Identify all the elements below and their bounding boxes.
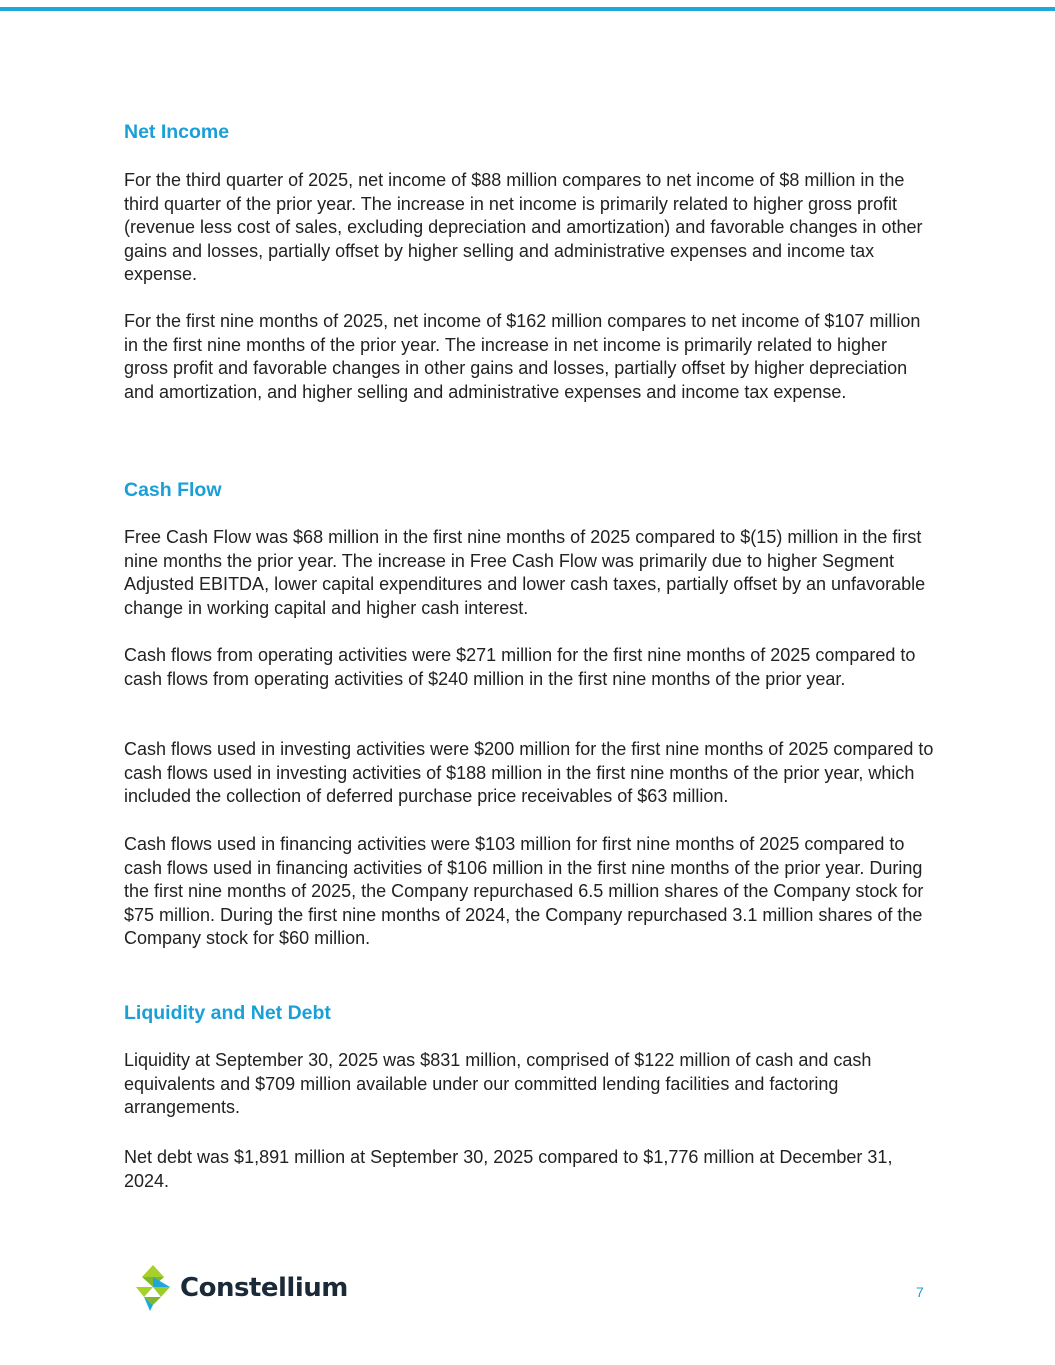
top-rule [0,7,1055,11]
heading-net-income: Net Income [124,121,230,143]
paragraph: For the third quarter of 2025, net income of $88 million compares to net income of $8 million in the third quarter of the prior year. The increase in net income is primarily related to higher gross profit (revenue less cost of sales, excluding depreciation and amortization) and favorable changes in other gains and losses, partially offset by higher selling and administrative expenses and income tax expense. [124,170,923,285]
paragraph: For the first nine months of 2025, net income of $162 million compares to net income of $107 million in the first nine months of the prior year. The increase in net income is primarily related to higher gross profit and favorable changes in other gains and losses, partially offset by higher depreciation and amortization, and higher selling and administrative expenses and income tax expense. [124,311,921,402]
heading-liquidity-net-debt: Liquidity and Net Debt [124,1002,331,1024]
paragraph: Net debt was $1,891 million at September 30, 2025 compared to $1,776 million at December 31, 2024. [124,1147,893,1191]
logo-mark-icon [134,1265,172,1311]
paragraph: Cash flows used in investing activities were $200 million for the first nine months of 2025 compared to cash flows used in investing activities of $188 million in the first nine months of the prior year, which included the collection of deferred purchase price receivables of $63 million. [124,739,934,807]
heading-cash-flow: Cash Flow [124,479,222,501]
constellium-logo [134,1265,348,1311]
logo-text: Constellium [180,1273,348,1303]
paragraph: Cash flows from operating activities were $271 million for the first nine months of 2025 compared to cash flows from operating activities of $240 million in the first nine months of the prior year. [124,645,916,689]
paragraph: Liquidity at September 30, 2025 was $831 million, comprised of $122 million of cash and cash equivalents and $709 million available under our committed lending facilities and factoring arrangements. [124,1050,872,1118]
page-number: 7 [916,1284,924,1300]
paragraph: Free Cash Flow was $68 million in the first nine months of 2025 compared to $(15) million in the first nine months the prior year. The increase in Free Cash Flow was primarily due to higher Segment Adjusted EBITDA, lower capital expenditures and lower cash taxes, partially offset by an unfavorable change in working capital and higher cash interest. [124,527,926,618]
paragraph: Cash flows used in financing activities were $103 million for first nine months of 2025 compared to cash flows used in financing activities of $106 million in the first nine months of the prior year. During the first nine months of 2025, the Company repurchased 6.5 million shares of the Company stock for $75 million. During the first nine months of 2024, the Company repurchased 3.1 million shares of the Company stock for $60 million. [124,834,924,949]
